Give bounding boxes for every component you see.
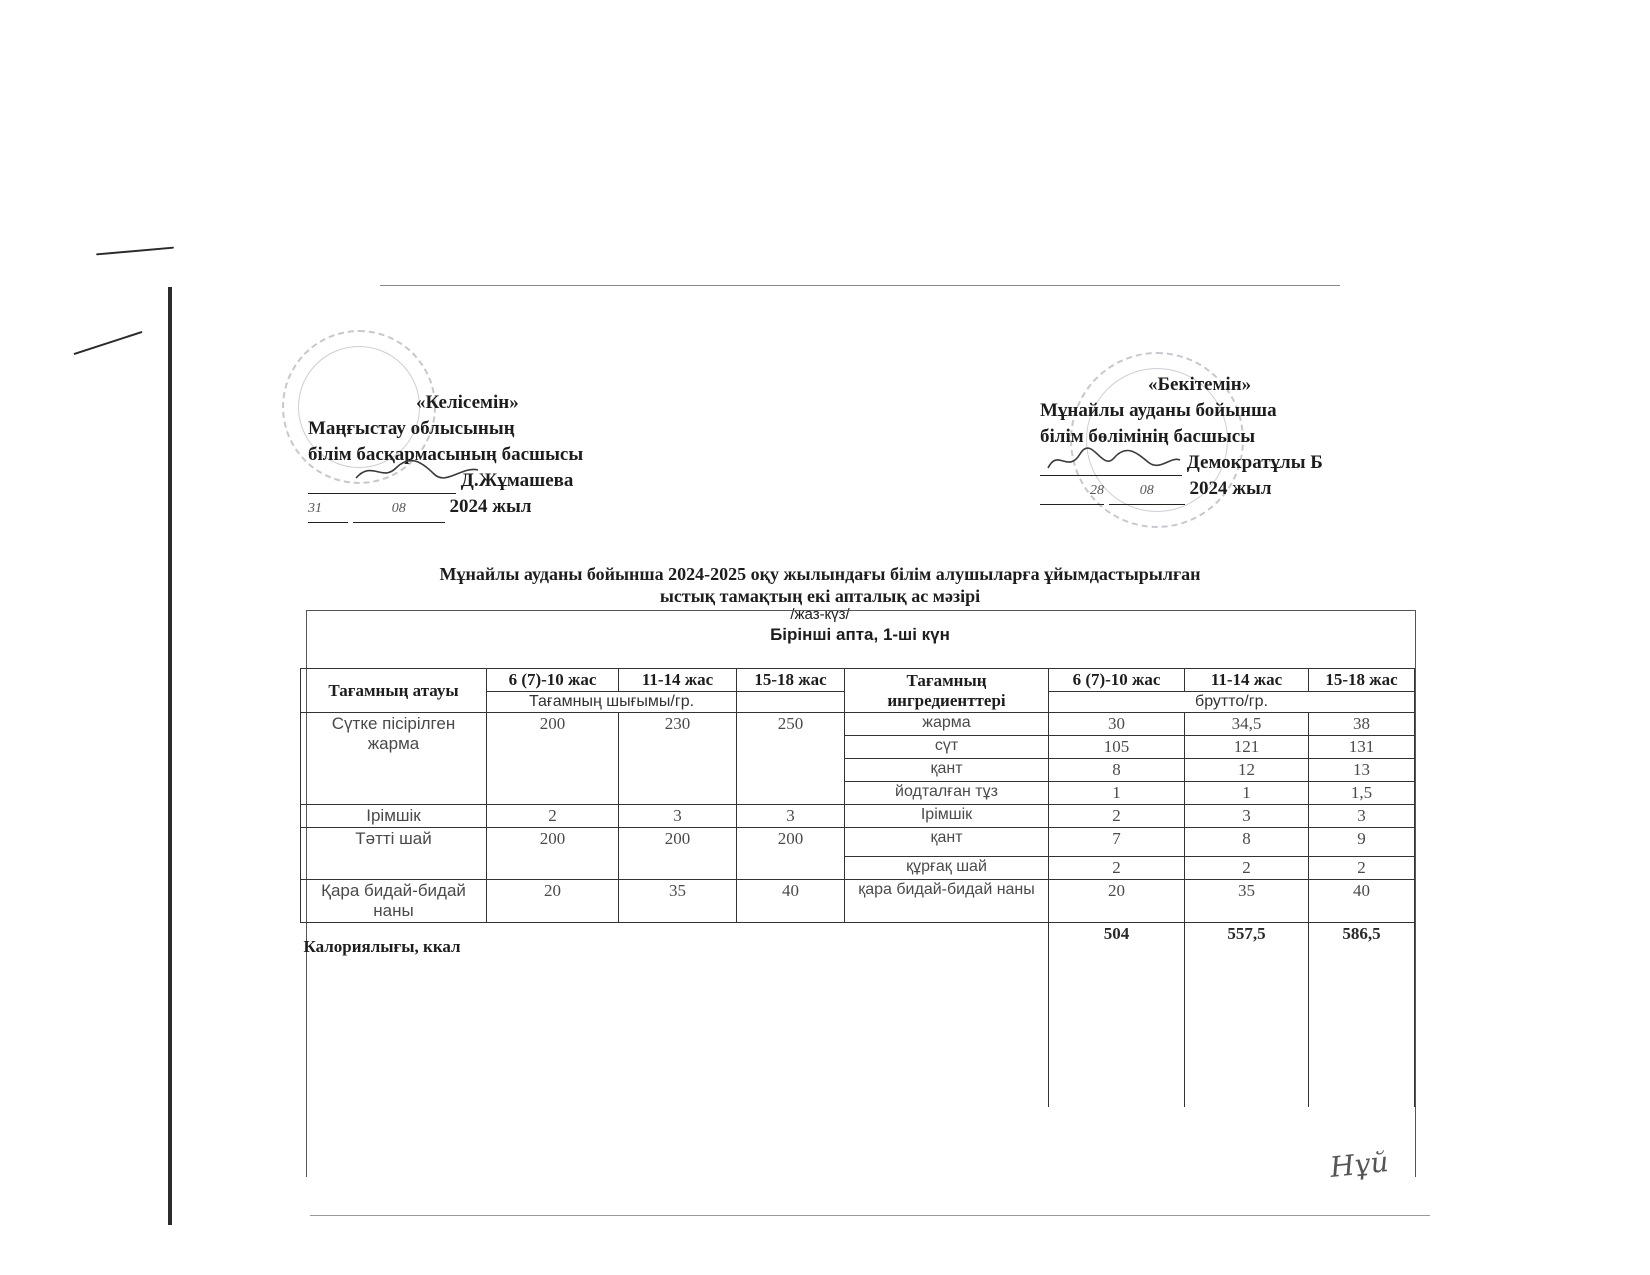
dish-output: 20 (487, 880, 619, 923)
ingredient-weight: 2 (1185, 857, 1309, 880)
dish-output: 3 (619, 805, 737, 828)
day-title: Бірінші апта, 1-ші күн (770, 625, 950, 644)
date-day: 28 (1040, 478, 1104, 505)
header-age-1: 6 (7)-10 жас (487, 669, 619, 692)
ingredient-weight: 30 (1049, 713, 1185, 736)
output-unit-label: Тағамның шығымы/гр. (487, 692, 737, 713)
ingredient-weight: 131 (1309, 736, 1415, 759)
date-month: 08 (353, 496, 445, 523)
dish-name: Ірімшік (301, 805, 487, 828)
approval-date-line (308, 494, 583, 523)
date-year: 2024 жыл (449, 496, 532, 517)
ingredient-weight: 1 (1185, 782, 1309, 805)
dish-name: Қара бидай-бидай наны (301, 880, 487, 923)
header-age-2: 11-14 жас (619, 669, 737, 692)
approval-line: білім бөлімінің басшысы (1040, 426, 1256, 447)
signature (352, 458, 482, 484)
ingredient-weight: 2 (1309, 857, 1415, 880)
date-day: 31 (308, 496, 348, 523)
header-age-3: 15-18 жас (737, 669, 845, 692)
date-month: 08 (1109, 478, 1185, 505)
ingredient-name: йодталған тұз (845, 782, 1049, 805)
approval-date-line (1040, 476, 1323, 505)
dish-output: 250 (737, 713, 845, 805)
dish-output: 3 (737, 805, 845, 828)
dish-name: Сүтке пісірілген жарма (301, 713, 487, 805)
ingredient-weight: 34,5 (1185, 713, 1309, 736)
approval-line: Маңғыстау облысының (308, 418, 515, 439)
dish-name: Тәтті шай (301, 828, 487, 880)
blank-cell (1309, 945, 1415, 1107)
header-age-1: 6 (7)-10 жас (1049, 669, 1185, 692)
ingredient-weight: 2 (1049, 805, 1185, 828)
ingredient-name: қант (845, 828, 1049, 857)
dish-output: 200 (487, 713, 619, 805)
ingredient-name: сүт (845, 736, 1049, 759)
brutto-unit-label: брутто/гр. (1049, 692, 1415, 713)
ingredient-weight: 8 (1185, 828, 1309, 857)
ingredient-weight: 20 (1049, 880, 1185, 923)
ingredient-name: жарма (845, 713, 1049, 736)
dish-output: 35 (619, 880, 737, 923)
calories-total: 557,5 (1185, 923, 1309, 946)
signature (1044, 446, 1184, 476)
approval-line: білім басқармасының басшысы (308, 444, 584, 465)
top-margin-line (380, 285, 1340, 286)
approver-name: Демократұлы Б (1186, 452, 1323, 473)
header-age-3: 15-18 жас (1309, 669, 1415, 692)
ingredient-weight: 38 (1309, 713, 1415, 736)
blank-cell (737, 692, 845, 713)
blank-cell (1185, 945, 1309, 1107)
season-label: /жаз-күз/ (790, 606, 850, 623)
title-line-1: Мұнайлы ауданы бойынша 2024-2025 оқу жылындағы білім алушыларға ұйымдастырылған (439, 564, 1201, 584)
calories-label: Калориялығы, ккал (303, 937, 461, 956)
approval-quote: «Келісемін» (416, 392, 519, 413)
title-line-2: ыстық тамақтың екі апталық ас мәзірі (659, 586, 981, 606)
ingredient-weight: 40 (1309, 880, 1415, 923)
ingredient-name: Ірімшік (845, 805, 1049, 828)
document-title (300, 563, 1340, 607)
ingredient-name: қара бидай-бидай наны (845, 880, 1049, 923)
ingredient-weight: 3 (1185, 805, 1309, 828)
right-approval-block (1040, 372, 1323, 505)
header-dish-name: Тағамның атауы (301, 669, 487, 713)
ingredient-weight: 12 (1185, 759, 1309, 782)
ingredient-weight: 8 (1049, 759, 1185, 782)
dish-output: 200 (737, 828, 845, 880)
approval-quote: «Бекітемін» (1148, 374, 1252, 395)
ingredient-weight: 2 (1049, 857, 1185, 880)
handwritten-initials: Нұй (1328, 1145, 1391, 1184)
ingredient-name: құрғақ шай (845, 857, 1049, 880)
ingredient-weight: 1,5 (1309, 782, 1415, 805)
ingredient-weight: 121 (1185, 736, 1309, 759)
approver-name: Д.Жұмашева (460, 470, 574, 491)
calories-total: 586,5 (1309, 923, 1415, 946)
date-year: 2024 жыл (1189, 478, 1272, 499)
left-margin-line (168, 287, 172, 1225)
ingredient-weight: 9 (1309, 828, 1415, 857)
dish-output: 2 (487, 805, 619, 828)
ingredient-weight: 7 (1049, 828, 1185, 857)
ingredient-weight: 1 (1049, 782, 1185, 805)
ingredient-weight: 3 (1309, 805, 1415, 828)
ingredient-weight: 13 (1309, 759, 1415, 782)
left-approval-block (308, 390, 583, 523)
dish-output: 230 (619, 713, 737, 805)
bottom-margin-line (310, 1215, 1430, 1216)
dish-output: 200 (619, 828, 737, 880)
header-ingredients: Тағамның ингредиенттері (845, 669, 1049, 713)
ink-mark (96, 247, 174, 256)
menu-table (300, 668, 1415, 1107)
ingredient-name: қант (845, 759, 1049, 782)
header-age-2: 11-14 жас (1185, 669, 1309, 692)
blank-cell (1049, 945, 1185, 1107)
ingredient-weight: 35 (1185, 880, 1309, 923)
dish-output: 40 (737, 880, 845, 923)
calories-total: 504 (1049, 923, 1185, 946)
ingredient-weight: 105 (1049, 736, 1185, 759)
dish-output: 200 (487, 828, 619, 880)
approval-line: Мұнайлы ауданы бойынша (1040, 400, 1277, 421)
ink-mark (73, 331, 142, 355)
